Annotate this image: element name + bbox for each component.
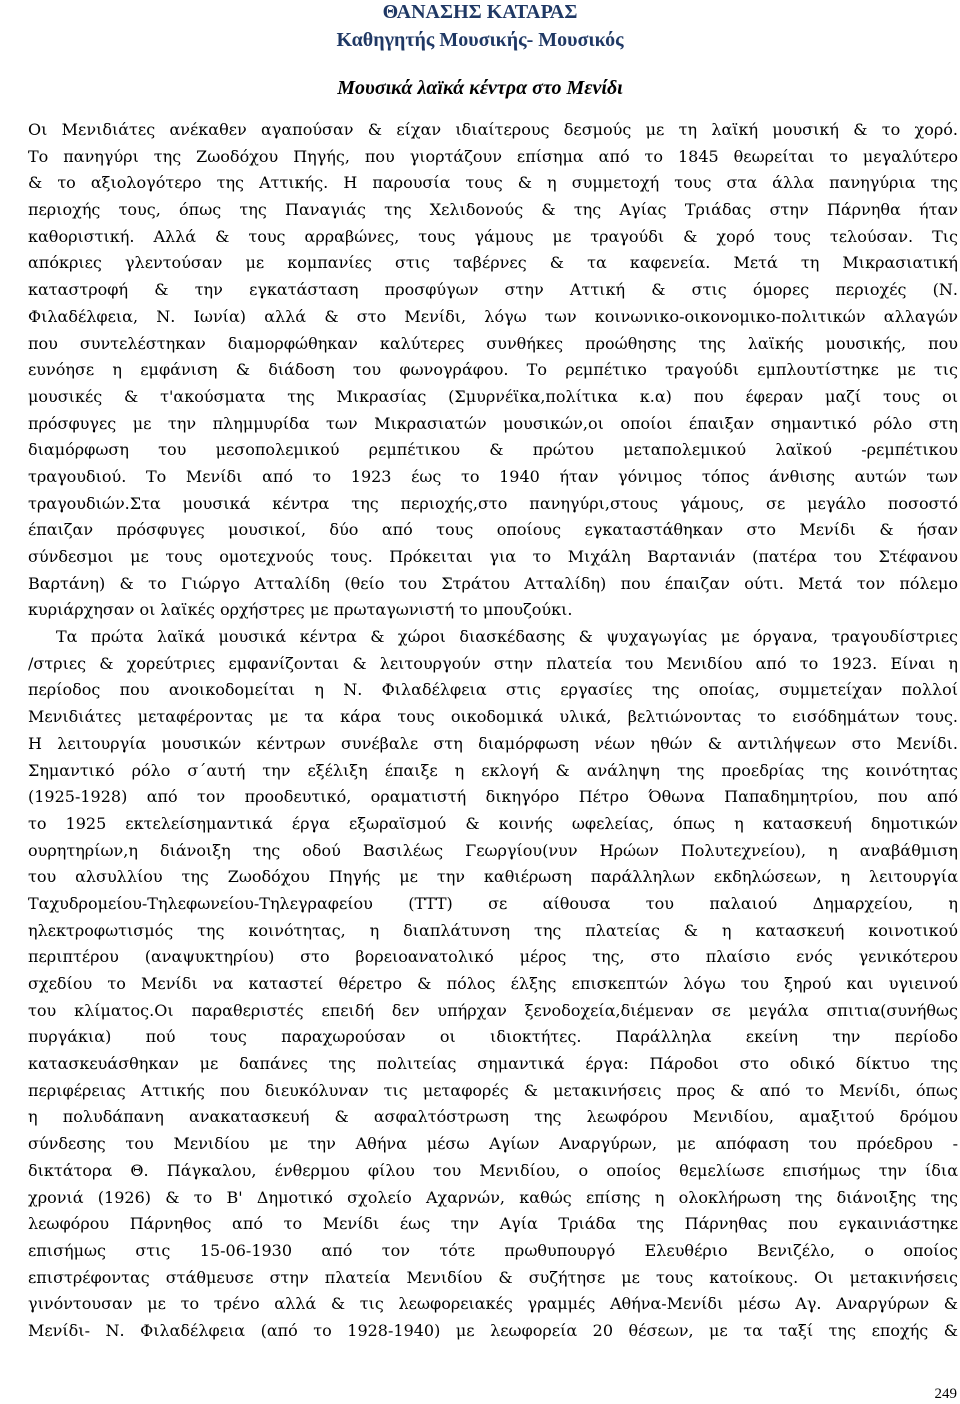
text-line: περιοχής τους, όπως της Παναγιάς της Χελιδονούς & της Αγίας Τριάδας στην Πάρνηθα ήταν xyxy=(28,200,958,220)
text-line: χρονιά (1926) & το Β' Δημοτικό σχολείο Αχαρνών, καθώς επίσης η ολοκλήρωση της διάνοιξης της xyxy=(28,1187,958,1207)
text-line: περιπτέρου (αναψυκτηρίου) στο βορειοανατολικό μέρος της, στο πλαίσιο ενός γενικότερου xyxy=(28,947,958,967)
author-role: Καθηγητής Μουσικής- Μουσικός xyxy=(336,29,624,51)
text-line: του κλίματος.Οι παραθεριστές επειδή δεν υπήρχαν ξενοδοχεία,διέμεναν σε μεγάλα σπιτια(συνήθως xyxy=(28,1000,958,1020)
text-line: διαμόρφωση του μεσοπολεμικού ρεμπέτικου & πρώτου μεταπολεμικού λαϊκού -ρεμπέτικου xyxy=(28,440,958,460)
text-line: Η λειτουργία μουσικών κέντρων συνέβαλε στη διαμόρφωση νέων ηθών & αντιλήψεων στο Μενίδι. xyxy=(28,733,958,753)
text-line: & το αξιολογότερο της Αττικής. Η παρουσία τους & η συμμετοχή τους στα άλλα πανηγύρια της xyxy=(28,173,958,193)
text-line: περίοδος που ανοικοδομείται η Ν. Φιλαδέλφεια στις εργασίες της οποίας, συμμετείχαν πολλοί xyxy=(28,680,958,700)
text-line: πυργάκια) πού τους παραχωρούσαν οι ιδιοκτήτες. Παράλληλα εκείνη την περίοδο xyxy=(28,1027,958,1047)
text-line: μουσικές & τ'ακούσματα της Μικρασίας (Σμυρνέϊκα,πολίτικα κ.α) που έφεραν μαζί τους οι xyxy=(28,386,958,406)
text-line: έπαιζαν πρόσφυγες μουσικοί, δύο από τους οποίους εγκαταστάθηκαν στο Μενίδι & ήσαν xyxy=(28,520,958,540)
text-line: σύνδεσης του Μενιδίου με την Αθήνα μέσω Αγίων Αναργύρων, με απόφαση του πρόεδρου - xyxy=(28,1134,958,1154)
text-line: καθοριστική. Αλλά & τους αρραβώνες, τους γάμους με τραγούδι & χορό τους τελούσαν. Τις xyxy=(28,226,958,246)
text-line: Σημαντικό ρόλο σ΄αυτή την εξέλιξη έπαιξε η εκλογή & ανάληψη της προεδρίας της κοινότητας xyxy=(28,760,958,780)
text-line: Μενίδι- Ν. Φιλαδέλφεια (από το 1928-1940) με λεωφορεία 20 θέσεων, με τα ταξί της εποχής & xyxy=(28,1320,958,1340)
text-line: η πολυδάπανη ανακατασκευή & ασφαλτόστρωση της λεωφόρου Μενιδίου, αμαξιτού δρόμου xyxy=(28,1107,958,1127)
text-line: Βαρτάνη) & το Γιώργο Ατταλίδη (θείο του Στράτου Ατταλίδη) που έπαιζαν ούτι. Μετά τον πόλεμο xyxy=(28,573,958,593)
text-line: κατασκευάσθηκαν με δαπάνες της πολιτείας σημαντικά έργα: Πάροδοι στο οδικό δίκτυο της xyxy=(28,1054,958,1074)
paragraph-1 xyxy=(28,117,958,624)
text-line: ευνόησε η εμφάνιση & διάδοση του φωνογράφου. Το ρεμπέτικο τραγούδι εμπλουτίστηκε με τις xyxy=(28,360,958,380)
text-line: απόκριες γλεντούσαν με κομπανίες στις ταβέρνες & τα καφενεία. Μετά τη Μικρασιατική xyxy=(28,253,958,273)
text-line: /στριες & χορεύτριες εμφανίζονται & λειτουργούν στην πλατεία του Μενιδίου από το 1923. Είναι η xyxy=(28,653,958,673)
text-line: πρόσφυγες με την πλημμυρίδα των Μικρασιατών μουσικών,οι οποίοι έπαιξαν σημαντικό ρόλο στη xyxy=(28,413,958,433)
text-line: επισήμως στις 15-06-1930 από τον τότε πρωθυπουργό Ελευθέριο Βενιζέλο, ο οποίος xyxy=(28,1240,958,1260)
paragraph-2 xyxy=(28,624,958,1345)
text-line: Οι Μενιδιάτες ανέκαθεν αγαπούσαν & είχαν ιδιαίτερους δεσμούς με τη λαϊκή μουσική & το χορό. xyxy=(28,120,958,139)
article-title: Μουσικά λαϊκά κέντρα στο Μενίδι xyxy=(337,77,623,99)
text-line: ηλεκτροφωτισμός της κοινότητας, η διαπλάτυνση της πλατείας & η κατασκευή κοινοτικού xyxy=(28,920,958,940)
text-line: δικτάτορα Θ. Πάγκαλου, ένθερμου φίλου του Μενιδίου, ο οποίος θεμελίωσε επισήμως την ίδια xyxy=(28,1160,958,1180)
text-line: Το πανηγύρι της Ζωοδόχου Πηγής, που γιορτάζουν επίσημα από το 1845 θεωρείται το μεγαλύτερο xyxy=(28,146,958,166)
text-line: Ταχυδρομείου-Τηλεφωνείου-Τηλεγραφείου (ΤΤΤ) σε αίθουσα του παλαιού Δημαρχείου, η xyxy=(28,893,958,913)
text-line: περιφέρειας Αττικής που διευκόλυναν τις μεταφορές & μετακινήσεις προς & από το Μενίδι, όπως xyxy=(28,1080,958,1100)
text-line: σύνδεσμοι με τους ομοτεχνούς τους. Πρόκειται για το Μιχάλη Βαρτανιάν (πατέρα του Στέφανου xyxy=(28,547,958,566)
text-line: Τα πρώτα λαϊκά μουσικά κέντρα & χώροι διασκέδασης & ψυχαγωγίας με όργανα, τραγουδίστριες xyxy=(56,627,958,647)
text-line: το 1925 εκτελείσημαντικά έργα εξωραϊσμού & κοινής ωφελείας, όπως η κατασκευή δημοτικών xyxy=(28,813,958,833)
text-line: επιστρέφοντας στάθμευσε στην πλατεία Μενιδίου & συζήτησε με τους κατοίκους. Οι μετακινήσεις xyxy=(28,1267,958,1287)
text-line: Φιλαδέλφεια, Ν. Ιωνία) αλλά & στο Μενίδι, λόγω των κοινωνικο-οικονομικο-πολιτικών αλλαγών xyxy=(28,306,958,326)
page-number: 249 xyxy=(934,1386,957,1402)
text-line: που συντελέστηκαν διαμορφώθηκαν καλύτερες συνθήκες προώθησης της λαϊκής μουσικής, που xyxy=(28,333,958,353)
text-line: τραγουδιού. Το Μενίδι από το 1923 έως το 1940 ήταν γόνιμος τόπος άνθισης αυτών των xyxy=(28,466,958,486)
text-line: κυριάρχησαν οι λαϊκές ορχήστρες με πρωταγωνιστή το μπουζούκι. xyxy=(28,600,573,620)
text-line: σχεδίου το Μενίδι να καταστεί θέρετρο & πόλος έλξης επισκεπτών λόγω του ξηρού και υγιεινού xyxy=(28,974,958,993)
text-line: Μενιδιάτες μεταφέροντας με τα κάρα τους οικοδομικά υλικά, βελτιώνοντας το εισόδημάτων τους. xyxy=(28,707,958,727)
article-body xyxy=(28,117,958,1345)
text-line: ουρητηρίων,η διάνοιξη της οδού Βασιλέως Γεωργίου(νυν Ηρώων Πολυτεχνείου), η αναβάθμιση xyxy=(28,840,958,860)
text-line: τραγουδιών.Στα μουσικά κέντρα της περιοχής,στο πανηγύρι,στους γάμους, σε μεγάλο ποσοστό xyxy=(28,493,958,513)
text-line: γινόντουσαν με το τρένο αλλά & τις λεωφορειακές γραμμές Αθήνα-Μενίδι μέσω Αγ. Αναργύρων & xyxy=(28,1294,958,1314)
text-line: (1925-1928) από τον προοδευτικό, οραματιστή δικηγόρο Πέτρο Όθωνα Παπαδημητρίου, που από xyxy=(28,787,958,807)
text-line: καταστροφή & την εγκατάσταση προσφύγων στην Αττική & στις όμορες περιοχές (Ν. xyxy=(28,280,958,300)
text-line: του αλσυλλίου της Ζωοδόχου Πηγής με την καθιέρωση παράλληλων εκδηλώσεων, η λειτουργία xyxy=(28,867,958,887)
author-name: ΘΑΝΑΣΗΣ ΚΑΤΑΡΑΣ xyxy=(382,1,578,23)
text-line: λεωφόρου Πάρνηθος από το Μενίδι έως την Αγία Τριάδα της Πάρνηθας που εγκαινιάστηκε xyxy=(28,1214,958,1234)
